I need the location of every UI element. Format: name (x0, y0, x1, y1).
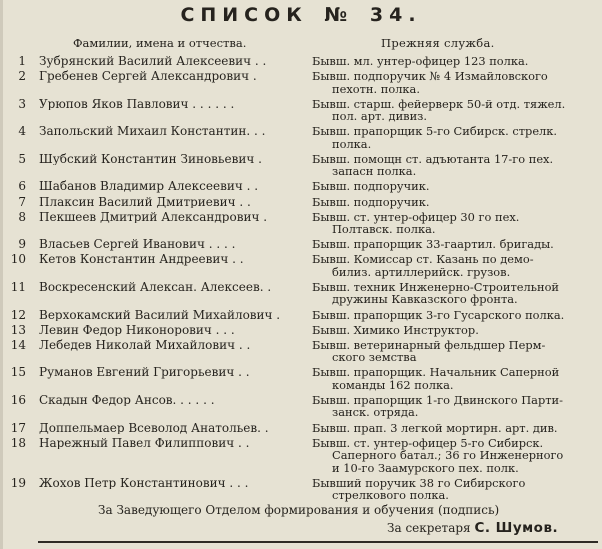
list-item-number: 16 (10, 392, 26, 407)
service-line: Саперного батал.; 36 го Инженерного (332, 448, 564, 463)
list-item-number: 1 (18, 54, 26, 68)
service-line: команды 162 полка. (332, 377, 454, 392)
list-item-name: Гребенев Сергей Александрович . (39, 70, 257, 83)
list-item (0, 394, 602, 422)
service-line: Бывш. прап. 3 легкой мортирн. арт. див. (312, 420, 558, 435)
list-item-number: 12 (10, 307, 26, 322)
list-item-service (312, 477, 596, 502)
service-line: Бывш. прапорщик 3-го Гусарского полка. (312, 307, 565, 322)
list-item (0, 437, 602, 477)
list-item-number: 7 (18, 194, 26, 209)
service-line: Бывш. Комиссар ст. Казань по демо- (312, 252, 534, 267)
list-item-service (312, 238, 596, 251)
list-item (0, 477, 602, 505)
list-item-name: Лебедев Николай Михайлович . . (39, 338, 251, 352)
list-item-name: Пекшеев Дмитрий Александрович . (39, 210, 268, 224)
list-item-service (312, 309, 596, 322)
service-line: Бывш. подпоручик № 4 Измайловского (312, 69, 548, 84)
list-item-service (312, 422, 596, 435)
list-item (0, 253, 602, 281)
service-line: Бывш. мл. унтер-офицер 123 полка. (312, 54, 529, 68)
service-line: пехотн. полка. (332, 81, 420, 96)
list-item-number: 13 (10, 322, 26, 337)
footer-secretary (387, 520, 558, 536)
list-item-service (312, 281, 596, 306)
list-item-number: 14 (10, 337, 26, 352)
list-item (0, 366, 602, 394)
list-item (0, 125, 602, 153)
list-item-name: Доппельмаер Всеволод Анатольев. . (39, 421, 269, 434)
page-title: СПИСОК № 34. (180, 4, 422, 26)
list-item (0, 70, 602, 98)
list-item-name: Шабанов Владимир Алексеевич . . (39, 180, 259, 193)
service-line: занск. отряда. (332, 405, 419, 420)
service-line: ского земства (332, 350, 417, 365)
footer-head-of-department: За Заведующего Отделом формирования и обучения (подпись) (98, 503, 500, 517)
list-item-name: Верхокамский Василий Михайлович . (39, 308, 281, 322)
service-line: и 10-го Заамурского пех. полк. (332, 460, 519, 475)
list-item-number: 17 (10, 420, 26, 435)
list-item-number: 4 (18, 124, 26, 139)
list-item-service (312, 180, 596, 193)
list-item-number: 15 (10, 365, 26, 380)
list-item-number: 19 (10, 475, 26, 490)
list-item-name: Шубский Константин Зиновьевич . (39, 152, 262, 166)
service-line: Бывш. техник Инженерно-Строительной (312, 279, 560, 294)
list-item-service (312, 366, 596, 391)
list-item-number: 5 (18, 151, 26, 166)
service-line: Бывш. ст. унтер-офицер 30 го пех. (312, 209, 520, 224)
service-line: Бывш. прапорщик 5-го Сибирск. стрелк. (312, 124, 558, 139)
service-line: Полтавск. полка. (332, 222, 436, 237)
list-item (0, 55, 602, 70)
list-item-name: Урюпов Яков Павлович . . . . . . (39, 97, 235, 111)
bottom-rule (38, 541, 598, 543)
list-item (0, 98, 602, 126)
service-line: Бывш. прапорщик. Начальник Саперной (312, 365, 560, 380)
footer-secretary-label: За секретаря (387, 521, 471, 535)
service-line: Бывш. старш. фейерверк 50-й отд. тяжел. (312, 96, 566, 111)
list-item-service (312, 211, 596, 236)
list-item-service (312, 55, 596, 68)
list-item-name: Левин Федор Никонорович . . . (39, 323, 235, 337)
service-line: Бывш. Химико Инструктор. (312, 322, 479, 337)
service-line: запасн полка. (332, 164, 417, 179)
list-item-service (312, 394, 596, 419)
list-item (0, 281, 602, 309)
service-line: билиз. артиллерийск. грузов. (332, 264, 511, 279)
list-item-number: 8 (18, 209, 26, 224)
list-item-name: Жохов Петр Константинович . . . (39, 476, 249, 490)
list-item-name: Кетов Константин Андреевич . . (39, 253, 244, 266)
service-line: стрелкового полка. (332, 488, 449, 503)
list-item-name: Запольский Михаил Константин. . . (39, 125, 266, 138)
service-line: Бывш. прапорщик 1-го Двинского Парти- (312, 392, 563, 407)
list-item-service (312, 98, 596, 123)
list-item-number: 3 (18, 96, 26, 111)
list-item-name: Зубрянский Василий Алексеевич . . (39, 55, 267, 68)
service-line: дружины Кавказского фронта. (332, 292, 518, 307)
list-item-service (312, 153, 596, 178)
list-item (0, 153, 602, 181)
list-item-name: Руманов Евгений Григорьевич . . (39, 366, 250, 379)
list-item (0, 180, 602, 195)
list-item (0, 324, 602, 339)
list-item-name: Скадын Федор Ансов. . . . . . (39, 393, 215, 407)
service-line: пол. арт. дивиз. (332, 109, 427, 124)
list-item-name: Плаксин Василий Дмитриевич . . (39, 195, 251, 209)
list-item (0, 238, 602, 253)
column-header-service: Прежняя служба. (381, 36, 495, 50)
service-line: Бывш. прапорщик 33-гаартил. бригады. (312, 237, 554, 252)
list-item (0, 422, 602, 437)
list-item (0, 309, 602, 324)
list-item-name: Нарежный Павел Филиппович . . (39, 436, 250, 450)
service-line: Бывш. ветеринарный фельдшер Перм- (312, 337, 546, 352)
list-item-service (312, 125, 596, 150)
service-line: Бывш. ст. унтер-офицер 5-го Сибирск. (312, 435, 544, 450)
list-item-number: 10 (10, 252, 26, 267)
list-item-number: 11 (10, 279, 26, 294)
list-item-number: 2 (18, 69, 26, 84)
service-line: полка. (332, 136, 372, 151)
list-item-service (312, 437, 596, 475)
list-item (0, 196, 602, 211)
list-item-name: Власьев Сергей Иванович . . . . (39, 238, 236, 251)
list-item-name: Воскресенский Алексан. Алексеев. . (39, 280, 272, 294)
list-item (0, 339, 602, 367)
list-item-number: 6 (18, 179, 26, 194)
column-header-names: Фамилии, имена и отчества. (73, 36, 247, 50)
list-item-service (312, 324, 596, 337)
list-item (0, 211, 602, 239)
personnel-list (0, 55, 602, 504)
signature-name: С. Шумов. (474, 520, 559, 536)
list-item-number: 9 (18, 237, 26, 252)
service-line: Бывш. подпоручик. (312, 179, 430, 194)
service-line: Бывш. помощн ст. адъютанта 17-го пех. (312, 151, 554, 166)
list-item-number: 18 (10, 435, 26, 450)
list-item-service (312, 70, 596, 95)
list-item-service (312, 253, 596, 278)
list-item-service (312, 339, 596, 364)
service-line: Бывш. подпоручик. (312, 194, 430, 209)
list-item-service (312, 196, 596, 209)
service-line: Бывший поручик 38 го Сибирского (312, 475, 526, 490)
